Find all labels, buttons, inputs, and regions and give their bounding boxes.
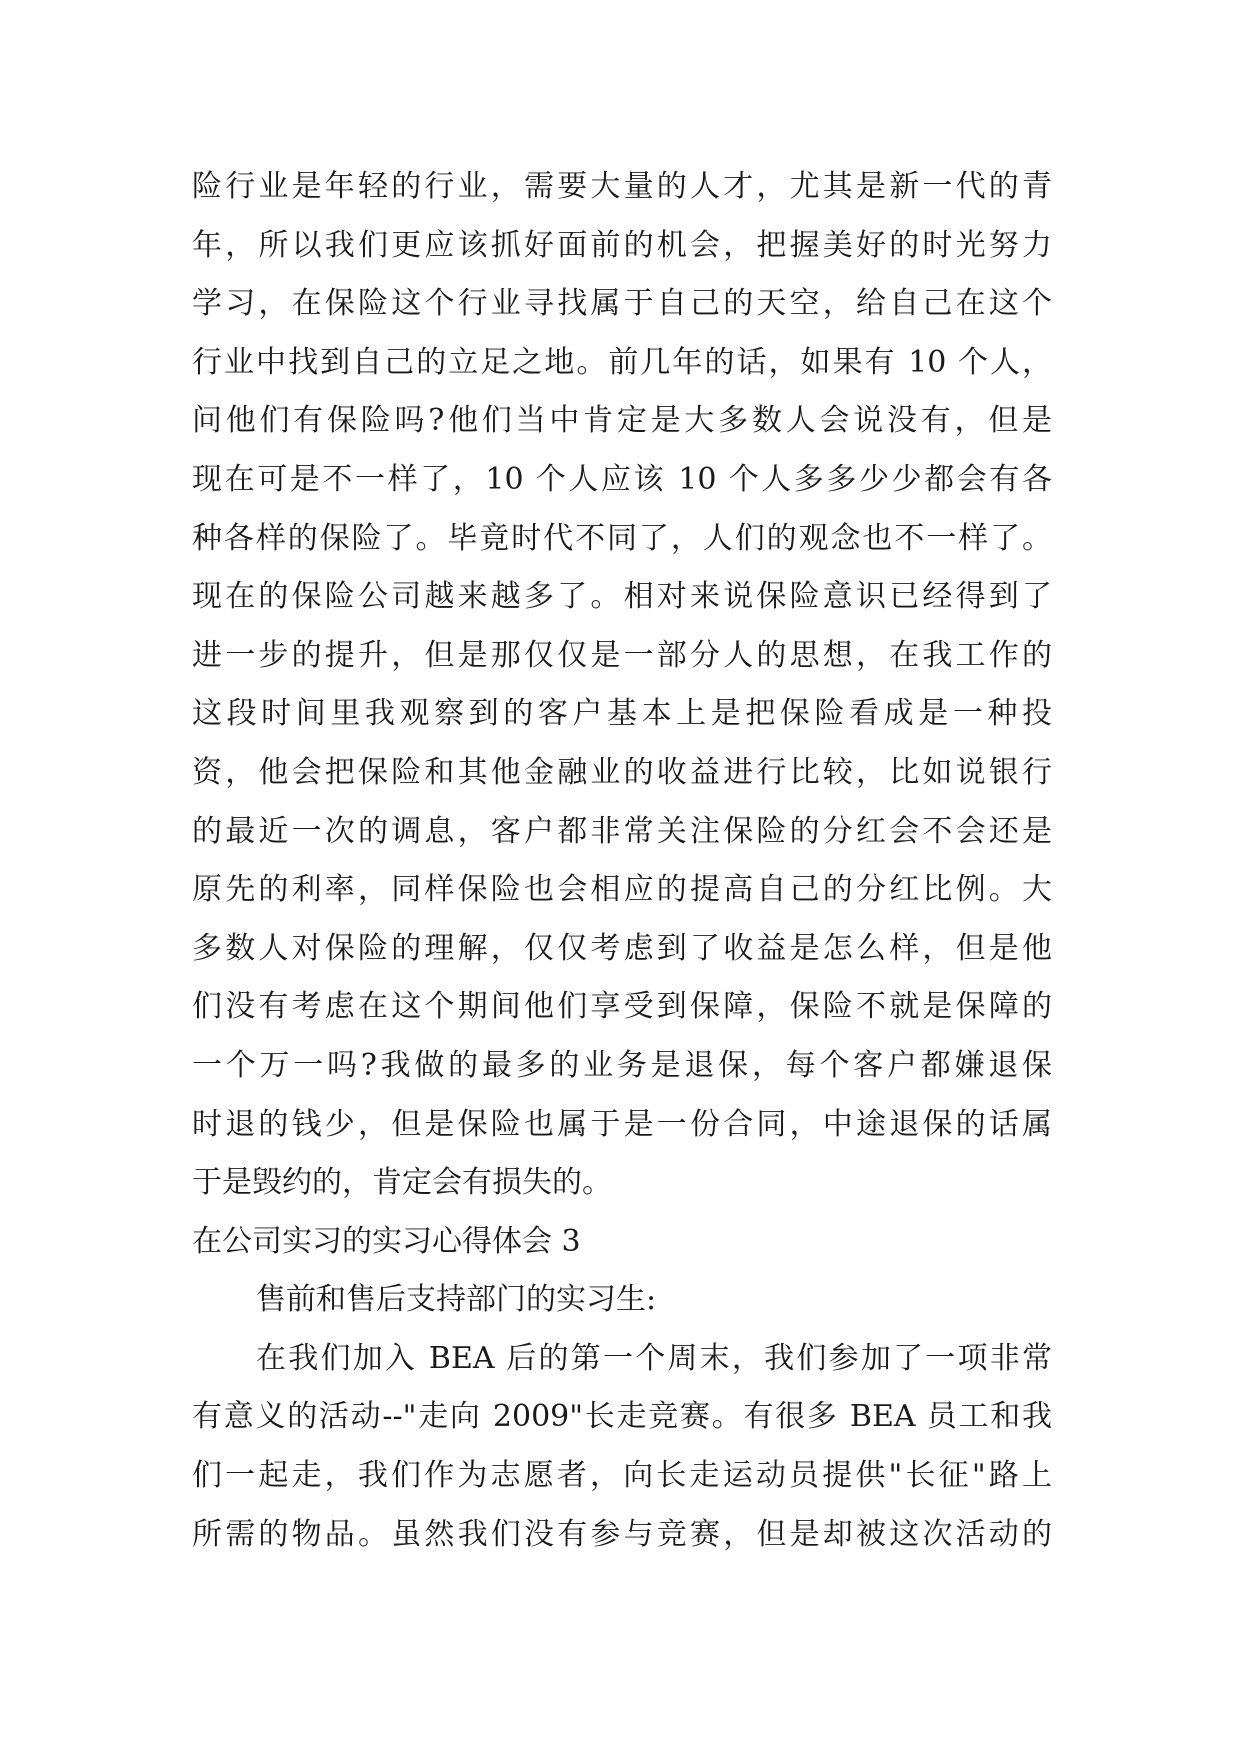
subheading: 售前和售后支持部门的实习生:	[256, 1282, 657, 1318]
text-line: 现在可是不一样了，10 个人应该 10 个人多多少少都会有各	[192, 461, 1052, 497]
text-line: 种各样的保险了。毕竟时代不同了，人们的观念也不一样了。	[192, 520, 1052, 556]
text-line: 时退的钱少，但是保险也属于是一份合同，中途退保的话属	[192, 1106, 1052, 1142]
text-line: 们没有考虑在这个期间他们享受到保障，保险不就是保障的	[192, 989, 1052, 1025]
paragraph-insurance	[192, 158, 1052, 1213]
text-line: 所需的物品。虽然我们没有参与竞赛，但是却被这次活动的	[192, 1516, 1052, 1552]
document-body	[192, 158, 1052, 1564]
text-line: 学习，在保险这个行业寻找属于自己的天空，给自己在这个	[192, 286, 1052, 322]
text-line: 原先的利率，同样保险也会相应的提高自己的分红比例。大	[192, 872, 1052, 908]
text-line: 在我们加入 BEA 后的第一个周末，我们参加了一项非常	[256, 1340, 1052, 1376]
section-title: 在公司实习的实习心得体会 3	[192, 1223, 581, 1259]
text-line: 年，所以我们更应该抓好面前的机会，把握美好的时光努力	[192, 227, 1052, 263]
text-line: 现在的保险公司越来越多了。相对来说保险意识已经得到了	[192, 579, 1052, 615]
paragraph-bea	[192, 1330, 1052, 1564]
text-line: 有意义的活动--"走向 2009"长走竞赛。有很多 BEA 员工和我	[192, 1399, 1052, 1435]
text-line: 的最近一次的调息，客户都非常关注保险的分红会不会还是	[192, 813, 1052, 849]
text-line: 这段时间里我观察到的客户基本上是把保险看成是一种投	[192, 696, 1052, 732]
text-line: 问他们有保险吗?他们当中肯定是大多数人会说没有，但是	[192, 403, 1052, 439]
text-line: 进一步的提升，但是那仅仅是一部分人的思想，在我工作的	[192, 637, 1052, 673]
text-line: 多数人对保险的理解，仅仅考虑到了收益是怎么样，但是他	[192, 930, 1052, 966]
text-line: 资，他会把保险和其他金融业的收益进行比较，比如说银行	[192, 754, 1052, 790]
text-line: 一个万一吗?我做的最多的业务是退保，每个客户都嫌退保	[192, 1047, 1052, 1083]
text-line: 于是毁约的，肯定会有损失的。	[192, 1165, 612, 1201]
text-line: 们一起走，我们作为志愿者，向长走运动员提供"长征"路上	[192, 1458, 1052, 1494]
text-line: 险行业是年轻的行业，需要大量的人才，尤其是新一代的青	[192, 169, 1052, 204]
text-line: 行业中找到自己的立足之地。前几年的话，如果有 10 个人，	[192, 344, 1052, 380]
